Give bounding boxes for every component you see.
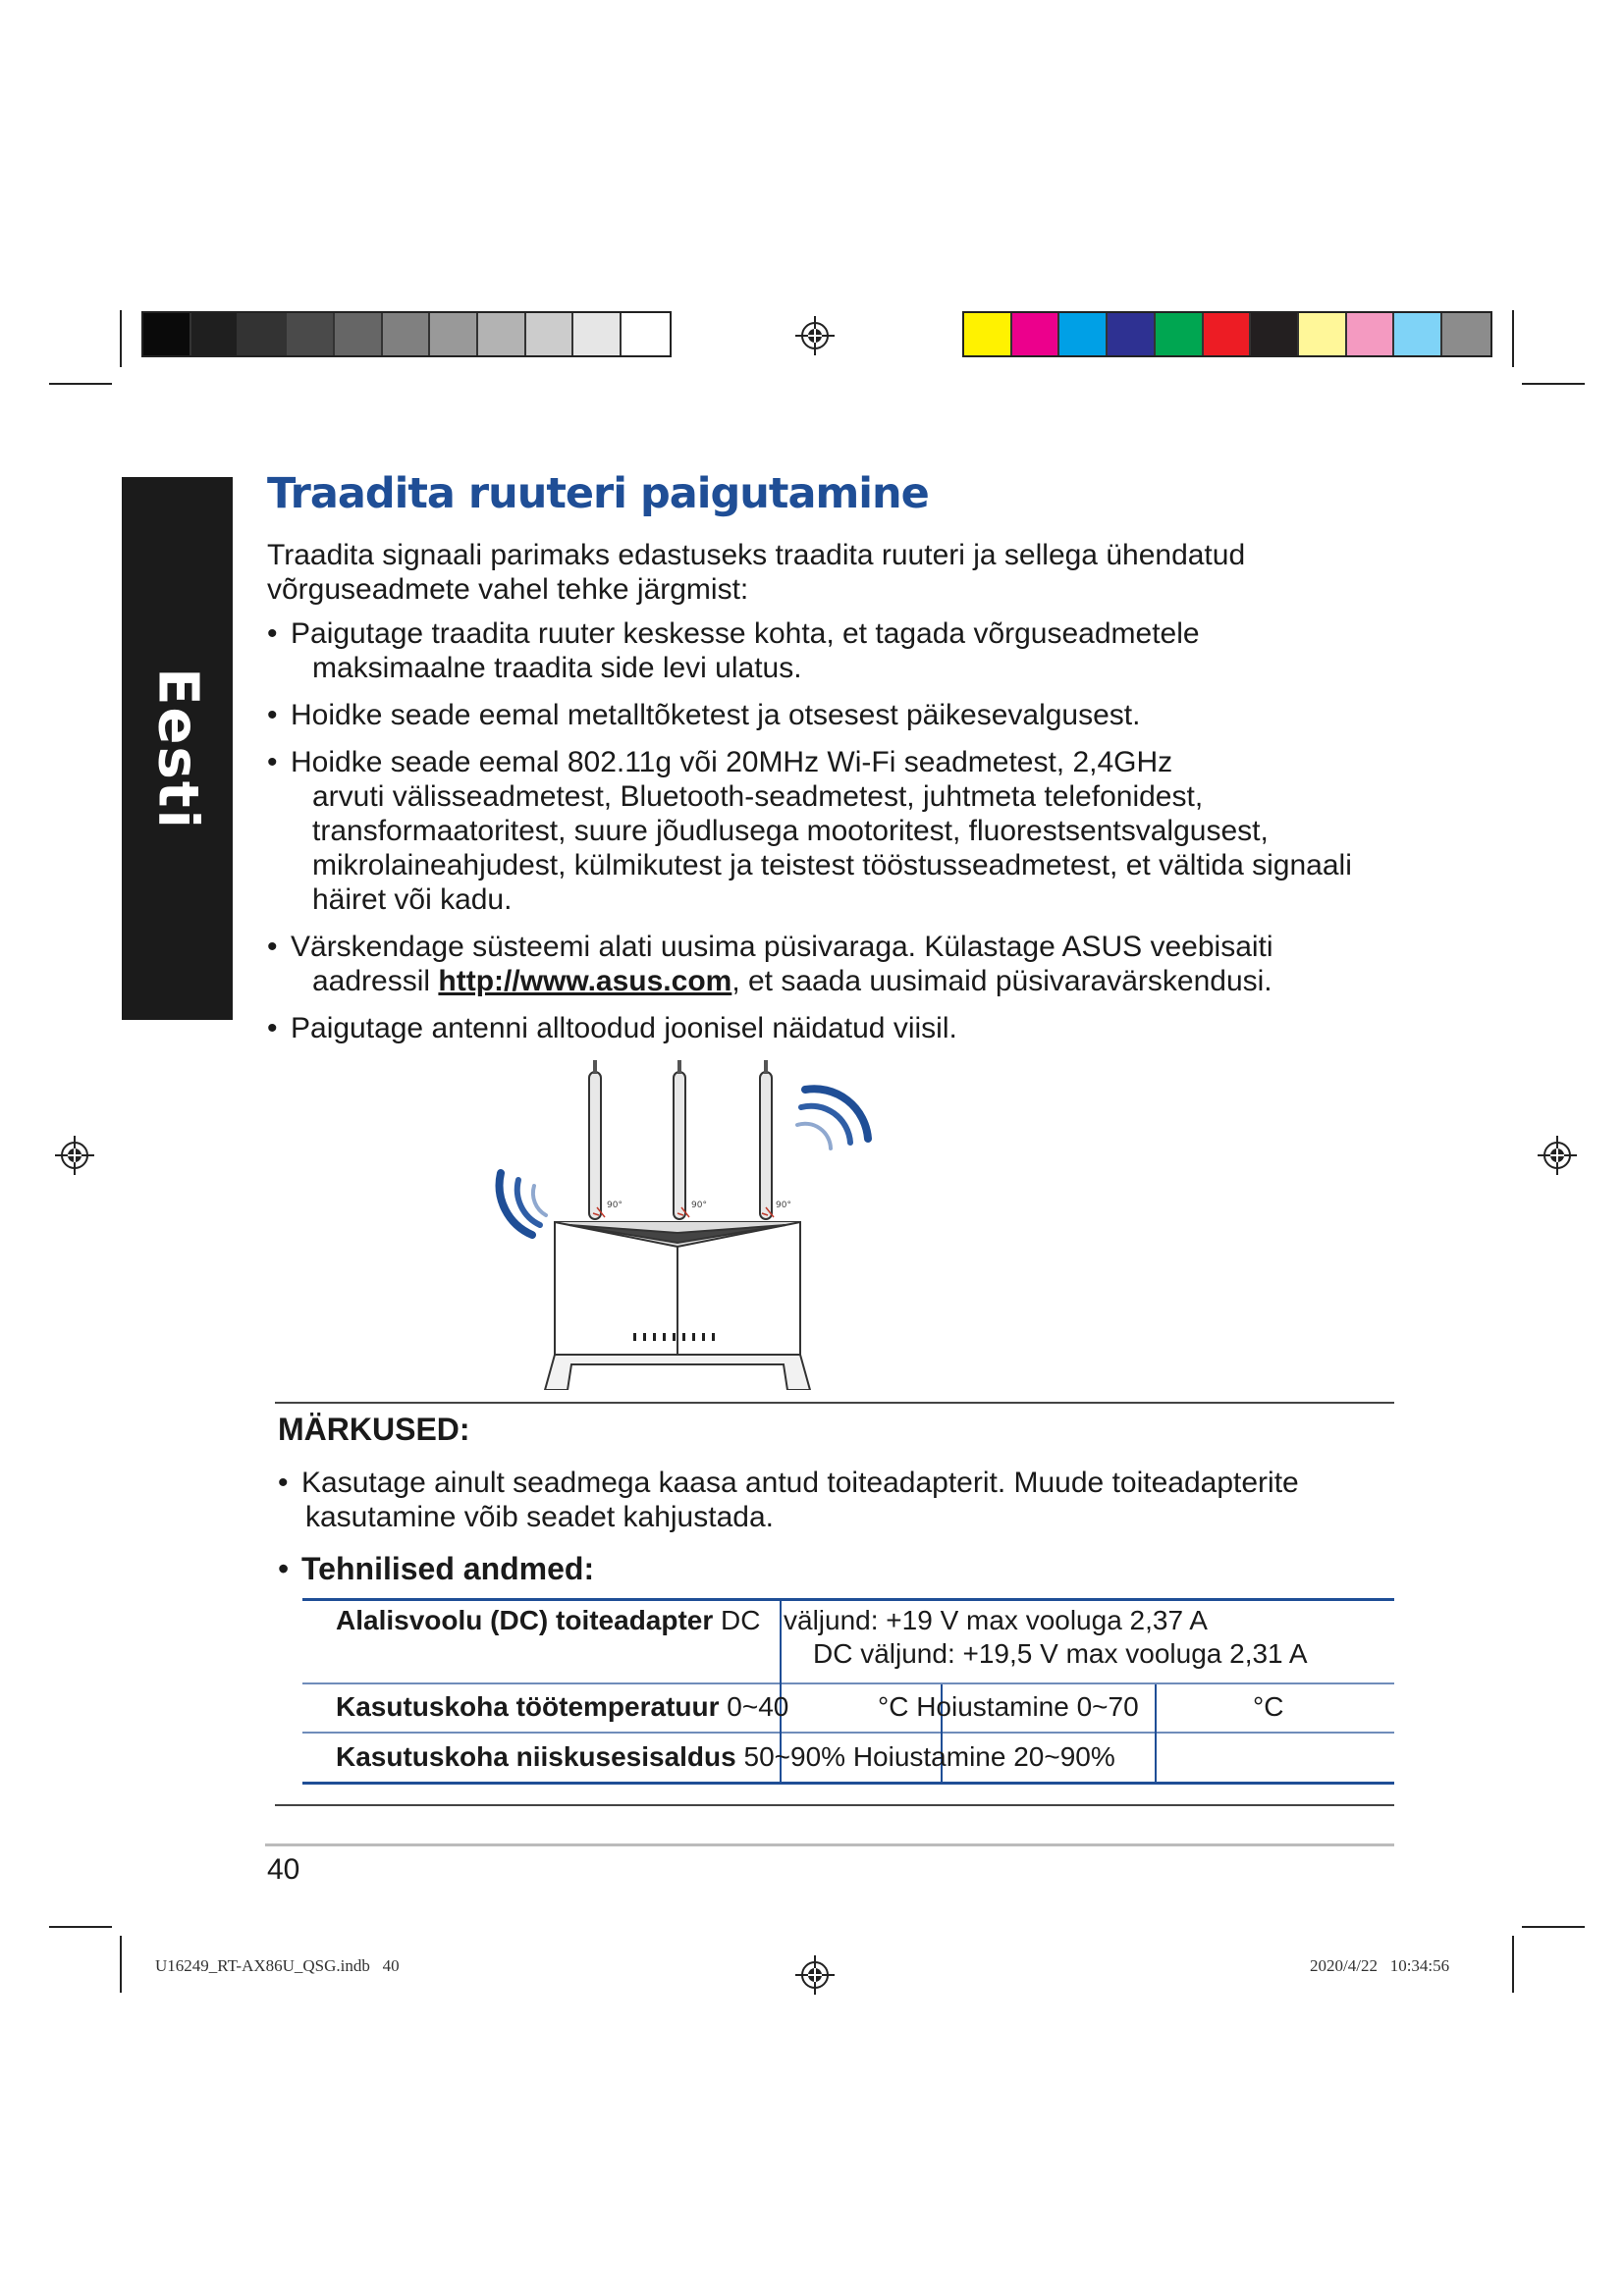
list-item	[267, 745, 1406, 917]
color-swatch	[1394, 313, 1442, 355]
language-tab-label: Eesti	[145, 667, 209, 830]
intro-paragraph	[267, 538, 1406, 607]
crop-mark	[1522, 383, 1585, 385]
page-title: Traadita ruuteri paigutamine	[267, 469, 929, 518]
color-swatch	[239, 313, 287, 355]
crop-mark	[1512, 310, 1514, 367]
color-swatch	[526, 313, 574, 355]
color-swatch	[478, 313, 526, 355]
registration-mark-icon	[793, 314, 837, 357]
table-rule	[302, 1782, 1394, 1785]
list-item-text: aadressil	[312, 965, 439, 997]
spec-value: °C Hoiustamine 0~70	[878, 1691, 1139, 1722]
color-swatch	[430, 313, 478, 355]
list-item-text: arvuti välisseadmetest, Bluetooth-seadmetest, juhtmeta telefonidest,	[312, 780, 1204, 813]
router-antenna-placement-illustration	[461, 1060, 893, 1390]
list-item-text: , et saada uusimaid püsivaravärskendusi.	[731, 965, 1272, 997]
spec-value: väljund: +19 V max vooluga 2,37 A	[784, 1605, 1208, 1635]
crop-mark	[49, 383, 112, 385]
color-calibration-bar	[962, 311, 1492, 357]
color-swatch	[964, 313, 1012, 355]
antenna	[589, 1072, 772, 1219]
table-rule	[302, 1682, 1394, 1684]
specs-heading: Tehnilised andmed:	[301, 1551, 595, 1586]
angle-label: 90°	[607, 1201, 623, 1210]
color-swatch	[383, 313, 431, 355]
list-item	[267, 616, 1406, 685]
list-item-text: häiret või kadu.	[312, 883, 513, 916]
note-text: kasutamine võib seadet kahjustada.	[305, 1501, 774, 1533]
note-text: Kasutage ainult seadmega kaasa antud toiteadapterit. Muude toiteadapterite	[301, 1467, 1299, 1499]
spec-value: DC väljund: +19,5 V max vooluga 2,31 A	[813, 1638, 1308, 1669]
intro-line: võrguseadmete vahel tehke järgmist:	[267, 573, 749, 606]
color-swatch	[1108, 313, 1156, 355]
print-slug-timestamp: 2020/4/22 10:34:56	[1310, 1956, 1450, 1975]
color-swatch	[622, 313, 670, 355]
crop-mark	[49, 1926, 112, 1928]
color-swatch	[1156, 313, 1204, 355]
color-swatch	[1012, 313, 1060, 355]
registration-mark-icon	[53, 1134, 96, 1177]
print-slug-file: U16249_RT-AX86U_QSG.indb 40	[155, 1956, 400, 1975]
list-item	[267, 1011, 1406, 1045]
notes-heading: MÄRKUSED:	[278, 1412, 470, 1447]
color-swatch	[1442, 313, 1490, 355]
color-swatch	[191, 313, 240, 355]
spec-label: Kasutuskoha töötemperatuur	[336, 1691, 720, 1722]
color-swatch	[1299, 313, 1347, 355]
angle-label: 90°	[776, 1201, 791, 1210]
grayscale-calibration-bar	[141, 311, 672, 357]
list-item-text: • Paigutage antenni alltoodud joonisel näidatud viisil.	[291, 1012, 957, 1044]
table-rule	[302, 1598, 1394, 1601]
list-item-text: • Hoidke seade eemal metalltõketest ja otsesest päikesevalgusest.	[291, 699, 1141, 731]
placement-tips-list	[267, 616, 1406, 1058]
color-swatch	[1204, 313, 1252, 355]
table-row	[336, 1690, 788, 1724]
list-item-text: Paigutage traadita ruuter keskesse kohta, et tagada võrguseadmetele	[291, 617, 1200, 650]
crop-mark	[120, 1936, 122, 1993]
section-divider	[265, 1843, 1394, 1846]
crop-mark	[1522, 1926, 1585, 1928]
asus-website-link[interactable]: http://www.asus.com	[438, 965, 732, 997]
table-row	[336, 1604, 761, 1637]
spec-label: Alalisvoolu (DC) toiteadapter	[336, 1605, 714, 1635]
color-swatch	[1251, 313, 1299, 355]
section-divider	[275, 1804, 1394, 1806]
table-rule	[1155, 1684, 1157, 1785]
page-number: 40	[267, 1853, 300, 1886]
color-swatch	[1059, 313, 1108, 355]
section-divider	[275, 1402, 1394, 1404]
wifi-signal-right-icon	[797, 1089, 868, 1148]
color-swatch	[143, 313, 191, 355]
router-body	[545, 1222, 810, 1390]
language-tab	[122, 477, 233, 1020]
status-leds	[633, 1333, 715, 1341]
spec-value: 0~40	[719, 1691, 789, 1722]
list-item-text: Hoidke seade eemal 802.11g või 20MHz Wi-Fi seadmetest, 2,4GHz	[291, 746, 1173, 778]
crop-mark	[1512, 1936, 1514, 1993]
spec-value: 50~90% Hoiustamine 20~90%	[735, 1741, 1115, 1772]
angle-label: 90°	[691, 1201, 707, 1210]
list-item-text: maksimaalne traadita side levi ulatus.	[312, 652, 802, 684]
list-item-text: mikrolaineahjudest, külmikutest ja teistest tööstusseadmetest, et vältida signaali	[312, 849, 1352, 881]
registration-mark-icon	[793, 1953, 837, 1997]
color-swatch	[573, 313, 622, 355]
list-item	[267, 930, 1406, 998]
specs-table	[302, 1598, 1394, 1785]
registration-mark-icon	[1536, 1134, 1579, 1177]
list-item-text: transformaatoritest, suure jõudlusega mootoritest, fluorestsentsvalgusest,	[312, 815, 1269, 847]
intro-line: Traadita signaali parimaks edastuseks traadita ruuteri ja sellega ühendatud	[267, 539, 1246, 571]
note-item	[278, 1466, 1417, 1534]
list-item	[267, 698, 1406, 732]
spec-value: °C	[1253, 1691, 1284, 1722]
color-swatch	[335, 313, 383, 355]
note-item	[278, 1551, 594, 1587]
table-row	[336, 1740, 1115, 1774]
list-item-text: Värskendage süsteemi alati uusima püsivaraga. Külastage ASUS veebisaiti	[291, 931, 1273, 963]
table-rule	[302, 1732, 1394, 1734]
color-swatch	[287, 313, 335, 355]
color-swatch	[1347, 313, 1395, 355]
crop-mark	[120, 310, 122, 367]
spec-label: Kasutuskoha niiskusesisaldus	[336, 1741, 736, 1772]
spec-value: DC	[713, 1605, 761, 1635]
wifi-signal-left-icon	[500, 1173, 546, 1235]
